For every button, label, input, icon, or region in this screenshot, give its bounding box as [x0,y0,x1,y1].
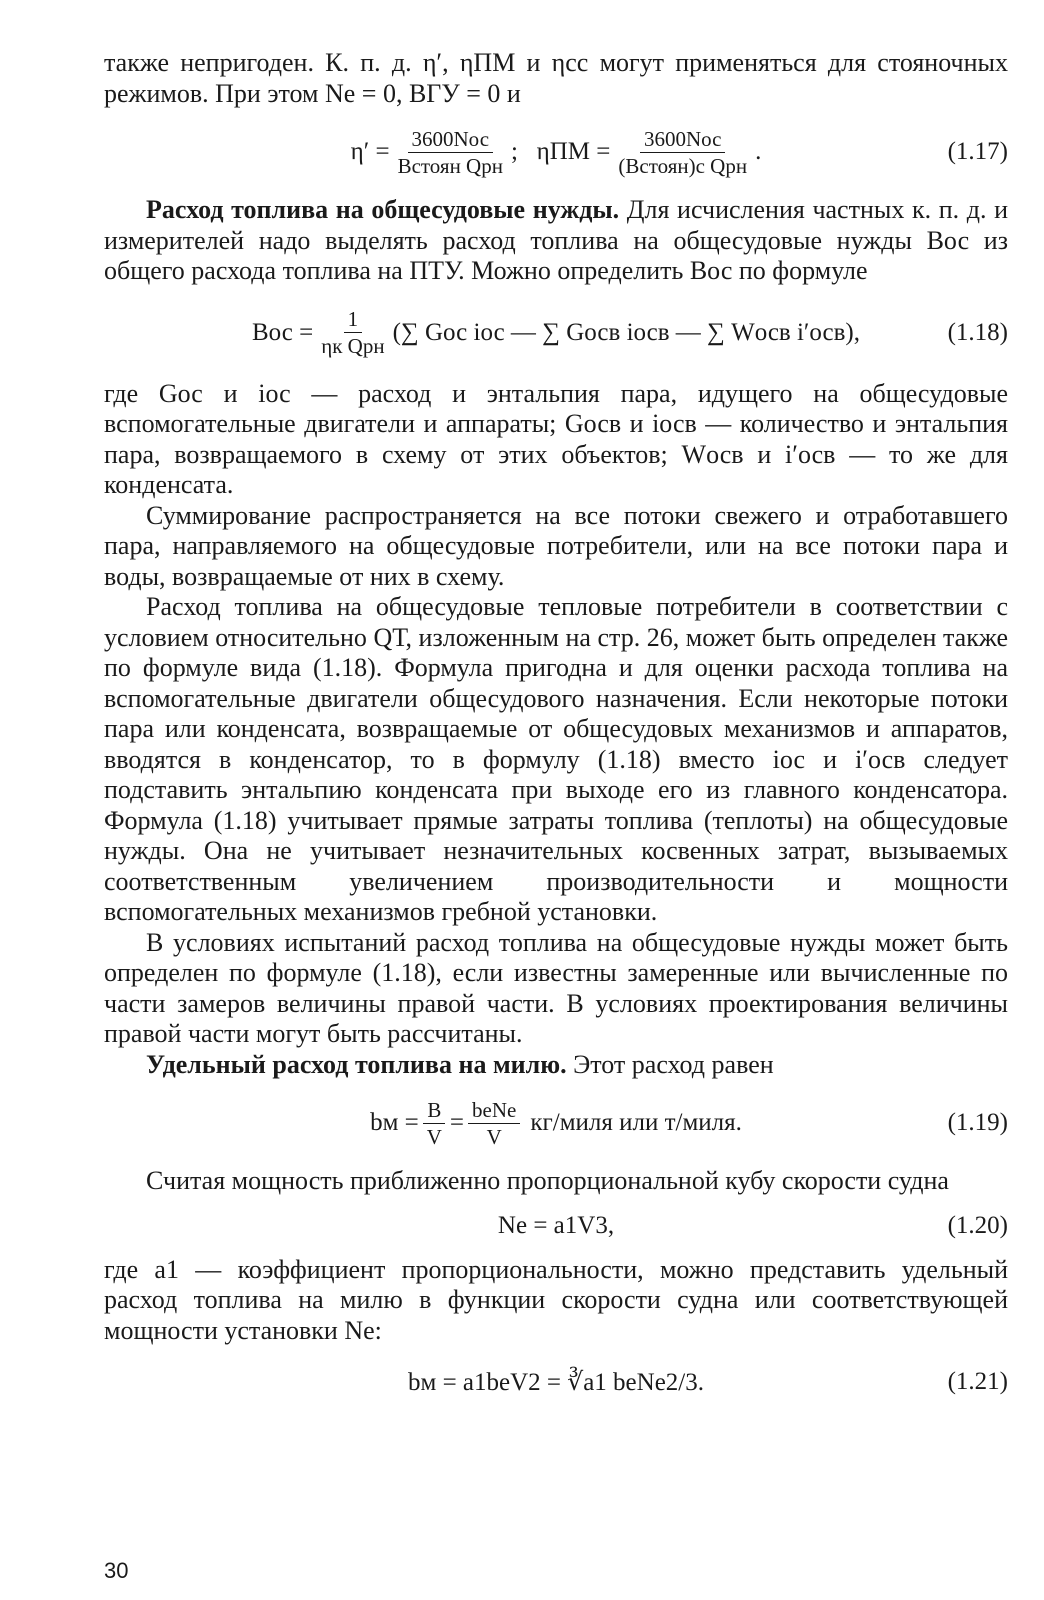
paragraph-1: также непригоден. К. п. д. η′, ηПМ и ηсс могут применяться для стояночных режимов. При этом Ne = 0, BГУ = 0 и [104,48,1008,108]
paragraph-7 [104,1050,1008,1081]
formula-1-17-mid: ; ηПМ = [510,138,611,165]
formula-1-20-expr: Ne = a1V3, [497,1211,615,1239]
formula-1-20 [104,1201,1008,1251]
paragraph-2-text: Для исчисления частных к. п. д. и измерителей надо выделять расход топлива на общесудовые нужды Bос из общего расхода топлива на ПТУ. Можно определить Bос по формуле [104,195,1008,285]
formula-1-19-num2: beNe [468,1098,520,1124]
heading-fuel-per-mile: Удельный расход топлива на милю. [146,1049,567,1079]
paragraph-5: Расход топлива на общесудовые тепловые потребители в соответствии с условием относительно QТ, изложенным на стр. 26, может быть определен также по формуле вида (1.18). Формула пригодна и для оценки расхода топлива на вспомогательные двигатели общесудового назначения. Если некоторые потоки пара или конденсата, возвращаемые от общесудовых механизмов и аппаратов, вводятся в конденсатор, то в формулу (1.18) вместо iос и i′осв следует подставить энтальпию конденсата при выходе его из главного конденсатора. Формула (1.18) учитывает прямые затраты топлива (теплоты) на общесудовые нужды. Она не учитывает незначительных косвенных затрат, вызываемых соответственным увеличением производительности и мощности вспомогательных механизмов гребной установки. [104,592,1008,926]
formula-1-17-frac1 [394,127,507,178]
paragraph-7-text: Этот расход равен [566,1049,774,1079]
formula-1-19-den1: V [426,1124,442,1149]
formula-1-17-num2: 3600Nос [640,127,726,153]
formula-1-19-frac2 [468,1098,520,1149]
formula-1-17-frac2 [614,127,751,178]
formula-1-19-unit: кг/миля или т/миля. [530,1109,742,1136]
formula-1-21 [104,1350,1008,1414]
formula-1-17-num1: 3600Nос [408,127,494,153]
formula-1-17-lhs1: η′ = [350,138,390,165]
formula-1-19-num1: B [423,1098,445,1124]
heading-fuel-general: Расход топлива на общесудовые нужды. [146,195,620,224]
paragraph-9: где a1 — коэффициент пропорциональности, можно представить удельный расход топлива на милю в функции скорости судна или соответствующей мощности установки Ne: [104,1254,1008,1345]
paragraph-8: Считая мощность приближенно пропорциональной кубу скорости судна [146,1166,949,1195]
formula-1-20-number: (1.20) [947,1211,1008,1239]
formula-1-19-frac1 [423,1098,446,1149]
formula-1-21-number: (1.21) [947,1368,1008,1395]
formula-1-17-number: (1.17) [947,138,1008,165]
formula-1-19-number: (1.19) [947,1109,1008,1136]
formula-1-18-num: 1 [344,307,363,333]
formula-1-17-end: . [755,138,762,165]
formula-1-19 [104,1084,1008,1162]
formula-1-19-eq: = [449,1109,465,1136]
formula-1-17 [104,113,1008,191]
paragraph-4: Суммирование распространяется на все потоки свежего и отработавшего пара, направляемого на общесудовые потребители, или на все потоки пара и воды, возвращаемые от них в схему. [104,500,1008,591]
formula-1-18-frac [317,307,388,358]
paragraph-6: В условиях испытаний расход топлива на общесудовые нужды может быть определен по формуле (1.18), если известны замеренные или вычисленные по части замеров величины правой части. В условиях проектирования величины правой части могут быть рассчитаны. [104,927,1008,1048]
page-body [104,48,1008,1418]
formula-1-18-rhs: (∑ Gос iос — ∑ Gосв iосв — ∑ Wосв i′осв), [392,318,860,346]
formula-1-18-number: (1.18) [947,318,1008,346]
formula-1-21-expr: bм = a1beV2 = ∛a1 beNe2/3. [408,1369,704,1396]
formula-1-17-den1: Bстоян Qрн [397,153,503,178]
formula-1-19-den2: V [486,1124,502,1149]
paragraph-3: где Gос и iос — расход и энтальпия пара, идущего на общесудовые вспомогательные двигатели и аппараты; Gосв и iосв — количество и энтальпия пара, возвращаемого в схему от этих объектов; Wосв и i′осв — то же для конденсата. [104,378,1008,499]
formula-1-17-den2: (Bстоян)с Qрн [618,153,748,178]
formula-1-19-lhs: bм = [370,1109,419,1136]
page-number: 30 [104,1558,129,1583]
formula-1-18 [104,291,1008,375]
formula-1-18-den: ηк Qрн [321,334,385,358]
paragraph-2 [104,195,1008,287]
formula-1-18-lhs: Bос = [251,318,314,346]
